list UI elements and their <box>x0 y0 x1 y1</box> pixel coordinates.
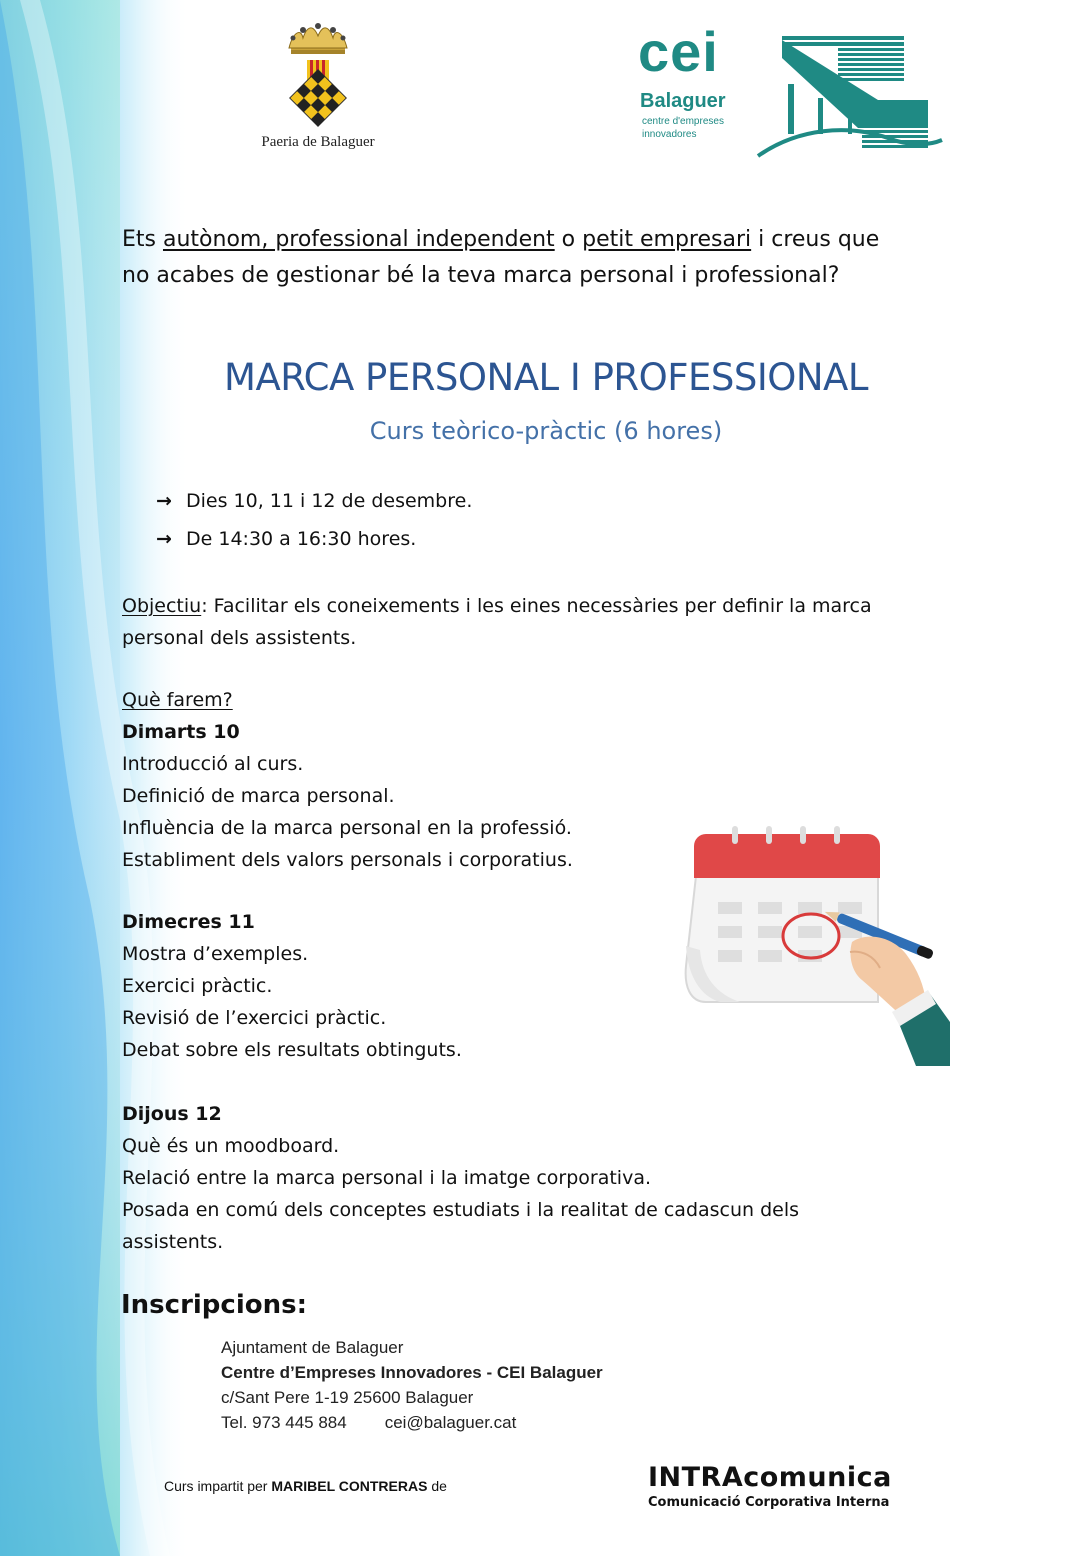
instructor-credit <box>164 1478 447 1494</box>
schedule-hours <box>156 528 416 550</box>
intro-underline-2: petit empresari <box>582 227 752 252</box>
intro-underline-1: autònom, professional independent <box>162 227 555 252</box>
list-item: Introducció al curs. <box>122 753 304 775</box>
intracomunica-tagline: Comunicació Corporativa Interna <box>648 1495 890 1510</box>
list-item: Establiment dels valors personals i corporatius. <box>122 849 573 871</box>
instructor-name: MARIBEL CONTRERAS <box>271 1478 428 1494</box>
registration-center: Centre d’Empreses Innovadores - CEI Balaguer <box>221 1363 603 1382</box>
schedule-dates-text: Dies 10, 11 i 12 de desembre. <box>186 490 473 512</box>
building-icon <box>738 28 944 162</box>
registration-org: Ajuntament de Balaguer <box>221 1338 404 1357</box>
objective-text-2: personal dels assistents. <box>122 627 357 649</box>
registration-email[interactable]: cei@balaguer.cat <box>384 1413 517 1432</box>
list-item: Posada en comú dels conceptes estudiats i la realitat de cadascun dels <box>122 1199 800 1221</box>
cei-logo-subtitle-1: centre d'empreses <box>642 116 724 127</box>
objective-paragraph <box>122 590 1002 654</box>
objective-label: Objectiu <box>122 595 202 617</box>
calendar-icon <box>680 826 952 1066</box>
credit-suffix: de <box>427 1478 447 1494</box>
arrow-right-icon: → <box>156 490 172 512</box>
registration-title: Inscripcions: <box>121 1290 307 1320</box>
objective-text: : Facilitar els coneixements i les eines necessàries per definir la marca <box>201 595 872 617</box>
list-item: Mostra d’exemples. <box>122 943 309 965</box>
intracomunica-logo <box>648 1462 948 1510</box>
list-item: Revisió de l’exercici pràctic. <box>122 1007 387 1029</box>
registration-phone: Tel. 973 445 884 <box>221 1413 347 1432</box>
course-subtitle: Curs teòrico-pràctic (6 hores) <box>369 417 723 445</box>
cei-logo-city: Balaguer <box>640 90 726 112</box>
day-title: Dijous 12 <box>122 1103 222 1125</box>
intro-text-2: o <box>554 227 583 252</box>
intro-text-line-2: no acabes de gestionar bé la teva marca personal i professional? <box>122 263 840 288</box>
schedule-dates <box>156 490 472 512</box>
day-title: Dimecres 11 <box>122 911 255 933</box>
list-item: Definició de marca personal. <box>122 785 395 807</box>
schedule-hours-text: De 14:30 a 16:30 hores. <box>186 528 417 550</box>
arrow-right-icon: → <box>156 528 172 550</box>
cei-logo-subtitle-2: innovadores <box>642 129 697 140</box>
cei-balaguer-logo <box>634 20 946 162</box>
credit-prefix: Curs impartit per <box>164 1478 272 1494</box>
program-heading <box>122 684 922 716</box>
intro-question <box>122 222 1002 294</box>
paeria-caption: Paeria de Balaguer <box>261 134 375 150</box>
list-item: Relació entre la marca personal i la imatge corporativa. <box>122 1167 652 1189</box>
day-title: Dimarts 10 <box>122 721 240 743</box>
program-label: Què farem? <box>122 689 233 711</box>
program-day-3 <box>122 1098 922 1258</box>
registration-address: c/Sant Pere 1-19 25600 Balaguer <box>221 1388 474 1407</box>
registration-contact <box>221 1413 516 1433</box>
intracomunica-word: INTRAcomunica <box>648 1462 892 1493</box>
coat-of-arms-icon <box>283 20 353 130</box>
cei-logo-word: cei <box>638 20 719 83</box>
paeria-logo <box>256 20 380 156</box>
intro-text-1: Ets <box>122 227 163 252</box>
list-item: Influència de la marca personal en la professió. <box>122 817 572 839</box>
list-item: Exercici pràctic. <box>122 975 273 997</box>
list-item: Què és un moodboard. <box>122 1135 340 1157</box>
list-item: assistents. <box>122 1231 224 1253</box>
intro-text-3: i creus que <box>751 227 880 252</box>
course-title: MARCA PERSONAL I PROFESSIONAL <box>224 356 868 399</box>
list-item: Debat sobre els resultats obtinguts. <box>122 1039 462 1061</box>
